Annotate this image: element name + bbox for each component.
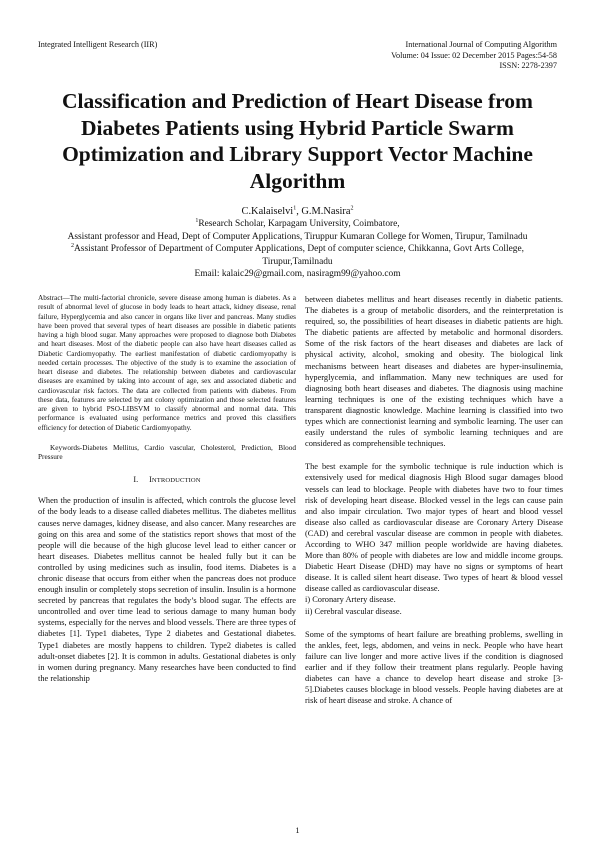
intro-paragraph-3: The best example for the symbolic technique is rule induction which is extensively used for medical diagnosis High Blood sugar damages blood vessels can lead to blockage. People with diabetes have two to four times risk of developing heart disease. Blocked vessel in the legs can cause pain and also impair circulation. Two major types of heart and blood vessel disease also called as cardiovascular disease are Coronary Artery Disease (CAD) and cerebral vascular disease are common in people with diabetes. According to WHO 347 million people worldwide are having diabetes. More than 80% of people with diabetes are low and middle income groups. Diabetic Heart Disease (DHD) may have no signs or symptoms of heart disease. It is called silent heart disease. Two types of heart & blood vessel disease called as cardiovascular disease. [305, 462, 563, 594]
author-separator: , [296, 206, 302, 217]
author-names [38, 206, 557, 218]
issn: ISSN: 2278-2397 [499, 61, 557, 71]
section-title-rest: NTRODUCTION [151, 477, 201, 485]
right-column [305, 294, 563, 706]
intro-paragraph-2: between diabetes mellitus and heart diseases recently in diabetic patients. The diabetes is a group of metabolic disorders, and the reinterpretation is required, so, the possibilities of heart diseases in diabetic patients are high. The diabetic patients are affected by metabolic and hormonal disorders. Some of the risk factors of the heart diseases and diabetes are lack of physical activity, alcohol, smoking and obesity. The biological link mechanisms between heart diseases and diabetes are hyper-insulinemia, hyperglycemia, and inflammation. Many new techniques are used for diagnosing both heart diseases and diabetes. The diagnosis using machine learning techniques is one of the existing techniques which have a transparent diagnostic knowledge. Machine learning is classified into two types which are connectionist learning and symbolic learning. The user can easily understand the rules of symbolic learning techniques and are considered as comprehensible techniques. [305, 295, 563, 449]
intro-paragraph-1: When the production of insulin is affected, which controls the glucose level of the body leads to a disease called diabetes mellitus. The diabetes mellitus causes nerve damages, kidney disease, and also cancer. Many researches are going on this area and some of the statistics report shows that most of the people will die because of the high glucose level lead to either cancer or heart diseases. Diabetes mellitus cannot be healed fully but it can be controlled by using medicines such as insulin, food items. Diabetes is a chronic disease that occurs from either when the pancreas does not produce enough insulin or completely stops secretion of insulin. Insulin is a hormone secreted by pancreas that regulates the body’s blood sugar. The effects are uncontrolled and over time lead to serious damage to many human body systems, especially for the nerves and blood vessels. There are three types of diabetes [1]. Type1 diabetes, Type 2 diabetes and Gestational diabetes. Type1 diabetes are mostly happens to children. Type2 diabetes is called adult-onset diabetes [2]. It is common in adults. Gestational diabetes is only in women during pregnancy. Many researches have been conducted to find the relationship [38, 496, 296, 683]
affiliation-2-sup: 2 [71, 243, 75, 250]
section-number: I. [133, 475, 139, 485]
journal-info-header [391, 40, 557, 72]
publisher-name: Integrated Intelligent Research (IIR) [38, 40, 158, 49]
section-heading-introduction [38, 474, 296, 486]
journal-name: International Journal of Computing Algorithm [405, 40, 557, 49]
affiliation-2b: Tirupur,Tamilnadu [262, 256, 333, 267]
author-2-sup: 2 [350, 205, 354, 212]
author-email: Email: kalaic29@gmail.com, nasiragm99@yahoo.com [194, 269, 401, 280]
volume-issue: Volume: 04 Issue: 02 December 2015 Pages:54-58 [391, 50, 557, 60]
keywords: Keywords-Diabetes Mellitus, Cardio vascular, Cholesterol, Prediction, Blood Pressure [38, 443, 296, 461]
author-1: C.Kalaiselvi [241, 206, 294, 217]
author-2: G.M.Nasira [301, 206, 351, 217]
list-item: ii) Cerebral vascular disease. [305, 606, 402, 616]
affiliation-1-sup: 1 [195, 218, 199, 225]
affiliation-1b: Assistant professor and Head, Dept of Computer Applications, Tiruppur Kumaran College for Women, Tirupur, Tamilnadu [67, 231, 528, 242]
list-item: i) Coronary Artery disease. [305, 595, 396, 605]
section-title-initial: I [149, 475, 152, 485]
page-number: 1 [295, 826, 300, 835]
affiliation-2 [38, 243, 557, 255]
abstract: Abstract—The multi-factorial chronicle, severe disease among human is diabetes. As a result of abnormal level of glucose in body leads to heart attack, kidney disease, renal failure, Hyperglycemia and also cancer in organs like liver and pancreas. Many studies have been proved that several types of heart diseases are possible in diabetic patients having a high blood sugar. Many approaches were proposed to diagnose both Diabetes and heart diseases. Most of the diabetic people can also have heart diseases called as Diabetic Cardiomyopathy. The earliest manifestation of diabetic cardiomyopathy is needed certain processes. The objective of the study is to examine the association of heart disease and diabetes. The relationship between diabetes and cardiovascular diseases are examined by taking into account of age, sex and associated diabetic and cardiovascular risk factors. The data are collected from patients with diabetes. From these data, features are selected by ant colony optimization and those selected features are given to hybrid PSO-LIBSVM to classify abnormal and normal data. This performance is evaluated using performance metrics and proved this classifiers efficiency for detection of Diabetic Cardiomyopathy. [38, 294, 296, 432]
intro-paragraph-4: Some of the symptoms of heart failure are breathing problems, swelling in the ankles, feet, legs, abdomen, and veins in neck. People who have heart failure can live longer and more active lives if the condition is diagnosed earlier and if they follow their treatment plans regularly. People having diabetes can have a chance to develop heart disease and stroke [3-5].Diabetes causes blockage in blood vessels. People having diabetes are at risk of heart disease and stroke. A chance of [305, 629, 563, 706]
paper-title: Classification and Prediction of Heart Disease from Diabetes Patients using Hybrid Particle Swarm Optimization and Library Support Vector Machine Algorithm [62, 89, 533, 193]
affiliation-1 [38, 218, 557, 230]
journal-publisher-header [38, 40, 157, 51]
affiliation-2-text: Assistant Professor of Department of Computer Applications, Dept of computer science, Chikkanna, Govt Arts College, [74, 244, 524, 255]
affiliation-1-text: Research Scholar, Karpagam University, Coimbatore, [198, 219, 400, 230]
author-1-sup: 1 [293, 205, 297, 212]
left-column [38, 294, 296, 684]
author-block [38, 206, 557, 280]
